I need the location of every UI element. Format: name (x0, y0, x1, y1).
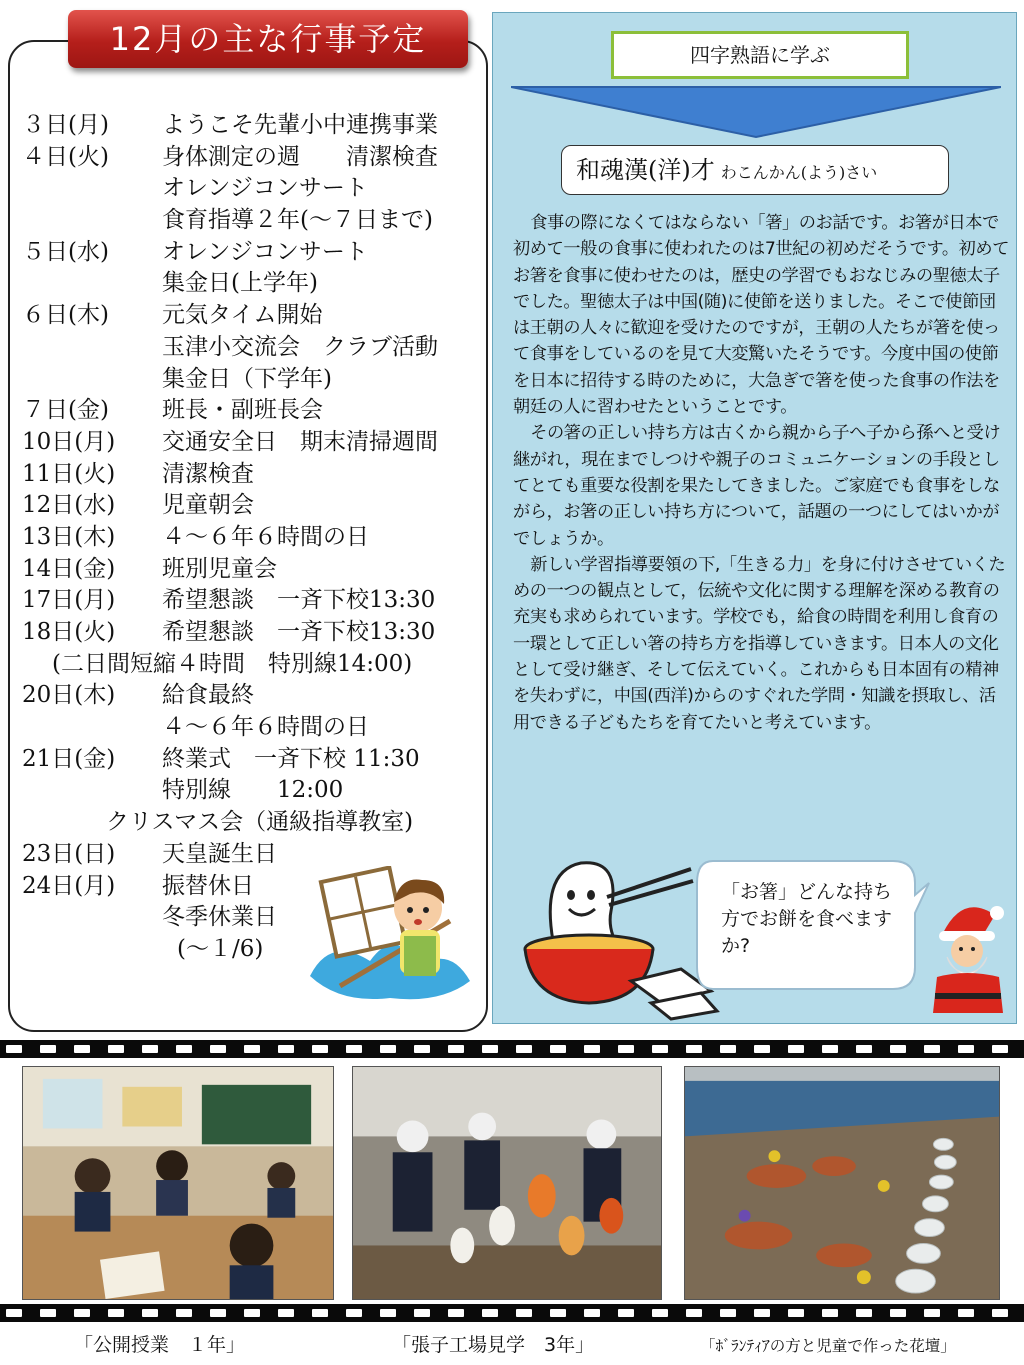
schedule-row (22, 680, 492, 712)
film-hole (516, 1309, 532, 1317)
film-hole (754, 1045, 770, 1053)
schedule-row (22, 205, 492, 237)
schedule-row (22, 712, 492, 744)
schedule-event: ４〜６年６時間の日 (162, 523, 369, 550)
schedule-event: (二日間短縮４時間 特別線14:00) (52, 650, 413, 677)
film-hole (6, 1045, 22, 1053)
schedule-row (22, 237, 492, 269)
film-hole (686, 1309, 702, 1317)
schedule-date: 14日(金) (22, 555, 116, 582)
idiom-header: 四字熟語に学ぶ (611, 31, 909, 79)
film-hole (108, 1045, 124, 1053)
film-hole (346, 1309, 362, 1317)
schedule-event: 天皇誕生日 (162, 840, 277, 867)
schedule-event: 振替休日 (162, 872, 254, 899)
schedule-row (22, 807, 492, 839)
schedule-date: ７日(金) (22, 397, 109, 424)
film-hole (74, 1309, 90, 1317)
schedule-event: クリスマス会（通級指導教室) (106, 809, 414, 836)
schedule-row (22, 364, 492, 396)
schedule-event: 清潔検査 (162, 460, 254, 487)
schedule-row (22, 744, 492, 776)
film-hole (516, 1045, 532, 1053)
idiom-reading: わこんかん(よう)さい (720, 163, 878, 182)
film-hole (584, 1309, 600, 1317)
schedule-event: 特別線 12:00 (162, 777, 344, 804)
idiom-paragraph: 新しい学習指導要領の下,「生きる力」を身に付けさせていくための一つの観点として，伝統や文化に関する理解を深める教育の充実も求められています。学校でも，給食の時間を利用し食育の一環として正しい箸の持ち方を指導していきます。日本人の文化として受け継ぎ、そして伝えていく。これからも日本固有の精神を失わずに，中国(西洋)からのすぐれた学問・知識を摂取し、活用できる子どもたちを育てたいと考えています。 (513, 554, 1006, 733)
film-hole (550, 1309, 566, 1317)
cleaning-boy-illustration (300, 866, 480, 1006)
film-hole (924, 1309, 940, 1317)
film-hole (380, 1045, 396, 1053)
schedule-row (22, 649, 492, 681)
schedule-list (22, 110, 492, 966)
schedule-date: 23日(日) (22, 840, 116, 867)
film-strip-bottom (0, 1304, 1024, 1322)
schedule-row (22, 522, 492, 554)
film-hole (380, 1309, 396, 1317)
schedule-event: 給食最終 (162, 682, 254, 709)
schedule-date: 24日(月) (22, 872, 116, 899)
film-hole (686, 1045, 702, 1053)
idiom-body (513, 210, 1011, 900)
film-hole (720, 1045, 736, 1053)
film-hole (142, 1045, 158, 1053)
film-strip-top (0, 1040, 1024, 1058)
speech-bubble-text: 「お箸」どんな持ち方でお餅を食べますか? (721, 881, 893, 957)
schedule-date: ４日(火) (22, 143, 109, 170)
film-hole (448, 1309, 464, 1317)
idiom-panel (492, 12, 1017, 1024)
schedule-event: 元気タイム開始 (162, 302, 323, 329)
film-hole (142, 1309, 158, 1317)
schedule-date: ５日(水) (22, 238, 109, 265)
schedule-date: 11日(火) (22, 460, 116, 487)
film-hole (788, 1045, 804, 1053)
film-hole (958, 1045, 974, 1053)
schedule-row (22, 554, 492, 586)
film-hole (312, 1309, 328, 1317)
schedule-event: 希望懇談 一斉下校13:30 (162, 587, 436, 614)
schedule-row (22, 300, 492, 332)
film-hole (176, 1309, 192, 1317)
schedule-date: ３日(月) (22, 112, 109, 138)
idiom-paragraph: 食事の際になくてはならない「箸」のお話です。お箸が日本で初めて一般の食事に使われたのは7世紀の初めだそうです。初めてお箸を食事に使わせたのは，歴史の学習でもおなじみの聖徳太子でした。聖徳太子は中国(随)に使節を送りました。そこで使節団は王朝の人々に歓迎を受けたのですが，王朝の人たちが箸を使って食事をしているのを見て大変驚いたそうです。今度中国の使節を日本に招待する時のために，大急ぎで箸を使った食事の作法を朝廷の人に習わせたということです。 (513, 213, 1009, 418)
film-hole (924, 1045, 940, 1053)
idiom-paragraph: その箸の正しい持ち方は古くから親から子へ子から孫へと受け継がれ，現在までしつけや親子のコミュニケーションの手段としてとても重要な役割を果たしてきました。ご家庭でも食事をしながら，お箸の正しい持ち方について，話題の一つにしてはいかがでしょうか。 (513, 423, 1001, 549)
schedule-event: 児童朝会 (162, 492, 254, 519)
film-hole (244, 1309, 260, 1317)
film-hole (856, 1309, 872, 1317)
film-hole (414, 1309, 430, 1317)
film-hole (74, 1045, 90, 1053)
schedule-row (22, 585, 492, 617)
schedule-event: 玉津小交流会 クラブ活動 (162, 333, 438, 360)
film-hole (176, 1045, 192, 1053)
film-hole (278, 1309, 294, 1317)
schedule-row (22, 490, 492, 522)
down-arrow-icon (511, 83, 1001, 139)
schedule-row (22, 332, 492, 364)
schedule-event: 食育指導２年(〜７日まで) (162, 207, 433, 234)
photo-caption: 「公開授業 １年」 (74, 1334, 246, 1356)
film-hole (992, 1309, 1008, 1317)
idiom-term-box (561, 145, 949, 195)
film-hole (618, 1045, 634, 1053)
schedule-event: 集金日(上学年) (162, 270, 318, 297)
film-hole (584, 1045, 600, 1053)
schedule-date: 17日(月) (22, 587, 116, 614)
film-hole (278, 1045, 294, 1053)
film-hole (890, 1045, 906, 1053)
schedule-event: 冬季休業日 (162, 904, 277, 931)
schedule-date: 13日(木) (22, 523, 116, 550)
photo-caption: 「ﾎﾞﾗﾝﾃｨｱの方と児童で作った花壇」 (700, 1337, 956, 1355)
film-hole (992, 1045, 1008, 1053)
schedule-row (22, 173, 492, 205)
schedule-event: 集金日（下学年) (162, 365, 332, 392)
schedule-row (22, 395, 492, 427)
film-hole (822, 1309, 838, 1317)
schedule-row (22, 142, 492, 174)
film-hole (482, 1045, 498, 1053)
film-hole (652, 1045, 668, 1053)
photo-open-class (22, 1066, 334, 1300)
schedule-row (22, 268, 492, 300)
film-hole (40, 1045, 56, 1053)
film-hole (40, 1309, 56, 1317)
schedule-event: 終業式 一斉下校 11:30 (162, 745, 420, 772)
film-hole (210, 1045, 226, 1053)
schedule-row (22, 427, 492, 459)
schedule-event: (〜１/6) (177, 935, 264, 962)
film-hole (312, 1045, 328, 1053)
film-hole (108, 1309, 124, 1317)
schedule-title: 12月の主な行事予定 (68, 10, 468, 68)
film-hole (414, 1045, 430, 1053)
film-hole (210, 1309, 226, 1317)
schedule-event: オレンジコンサート (162, 175, 368, 202)
film-hole (618, 1309, 634, 1317)
schedule-event: 班長・副班長会 (162, 397, 323, 424)
film-hole (788, 1309, 804, 1317)
film-hole (720, 1309, 736, 1317)
schedule-event: 交通安全日 期末清掃週間 (162, 428, 438, 455)
schedule-event: 希望懇談 一斉下校13:30 (162, 619, 436, 645)
schedule-row (22, 617, 492, 649)
schedule-date: 18日(火) (22, 619, 116, 645)
santa-illustration (923, 893, 1013, 1018)
schedule-event: 班別児童会 (162, 555, 277, 582)
schedule-date: 20日(木) (22, 682, 116, 709)
film-hole (652, 1309, 668, 1317)
film-hole (346, 1045, 362, 1053)
schedule-event: 身体測定の週 清潔検査 (162, 143, 438, 170)
film-hole (550, 1045, 566, 1053)
film-hole (890, 1309, 906, 1317)
schedule-date: 12日(水) (22, 492, 116, 519)
photo-papier-mache-factory (352, 1066, 662, 1300)
schedule-event: ようこそ先輩小中連携事業 (162, 112, 438, 138)
film-hole (958, 1309, 974, 1317)
schedule-row (22, 459, 492, 491)
idiom-term: 和魂漢(洋)才 (576, 156, 715, 184)
film-hole (244, 1045, 260, 1053)
film-hole (6, 1309, 22, 1317)
photo-caption: 「張子工場見学 3年」 (392, 1334, 595, 1356)
film-hole (482, 1309, 498, 1317)
schedule-event: オレンジコンサート (162, 238, 368, 265)
photo-flower-bed (684, 1066, 1000, 1300)
schedule-row (22, 110, 492, 142)
schedule-date: ６日(木) (22, 302, 109, 329)
schedule-row (22, 775, 492, 807)
schedule-date: 21日(金) (22, 745, 116, 772)
film-hole (754, 1309, 770, 1317)
film-hole (448, 1045, 464, 1053)
schedule-date: 10日(月) (22, 428, 116, 455)
film-hole (822, 1045, 838, 1053)
schedule-event: ４〜６年６時間の日 (162, 714, 369, 741)
film-hole (856, 1045, 872, 1053)
